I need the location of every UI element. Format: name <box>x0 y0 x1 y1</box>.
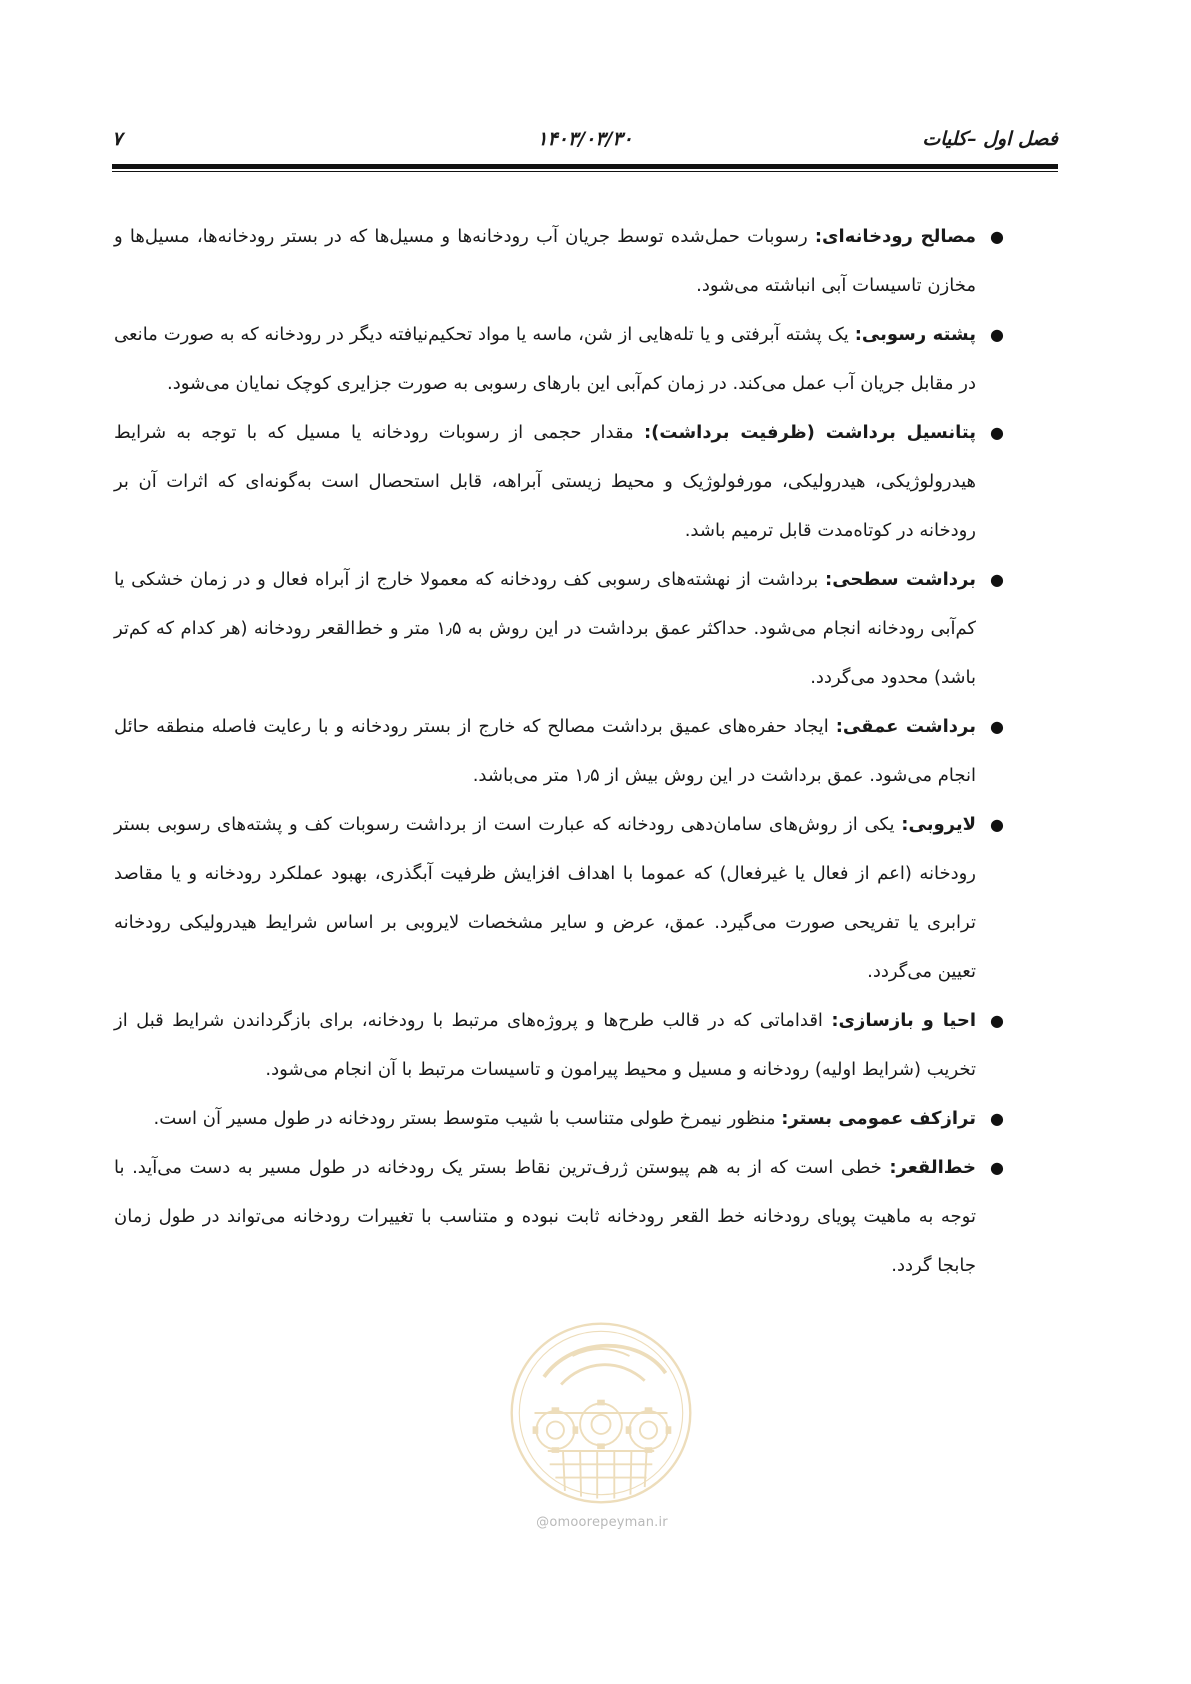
page-header <box>112 128 1058 156</box>
header-date: ۱۴۰۳/۰۳/۳۰ <box>537 128 633 150</box>
definition-text: ایجاد حفره‌های عمیق برداشت مصالح که خارج از بستر رودخانه و با رعایت فاصله منطقه حائل انجام می‌شود. عمق برداشت در این روش بیش از ۱٫۵ متر می‌باشد. <box>114 716 976 786</box>
watermark-url: @omoorepeyman.ir <box>536 1515 668 1530</box>
definition-text: اقداماتی که در قالب طرح‌ها و پروژه‌های مرتبط با رودخانه، برای بازگرداندن شرایط قبل از تخریب (شرایط اولیه) رودخانه و مسیل و محیط پیرامون و تاسیسات مرتبط با آن انجام می‌شود. <box>114 1010 976 1080</box>
definition-text: یکی از روش‌های سامان‌دهی رودخانه که عبارت است از برداشت رسوبات کف و پشته‌های رسوبی بستر رودخانه (اعم از فعال یا غیرفعال) که عموما با اهداف افزایش ظرفیت آبگذری، بهبود عملکرد رودخانه و یا مقاصد ترابری یا تفریحی صورت می‌گیرد. عمق، عرض و سایر مشخصات لایروبی بر اساس شرایط هیدرولیکی رودخانه تعیین می‌گردد. <box>114 814 976 982</box>
definition-term: لایروبی: <box>901 814 976 835</box>
chapter-title: فصل اول –کلیات <box>922 128 1058 150</box>
definition-item <box>114 996 1004 1094</box>
definition-item <box>114 1143 1004 1290</box>
bullet-icon: ● <box>990 1109 1004 1128</box>
bullet-icon: ● <box>990 570 1004 589</box>
header-divider-thin <box>112 171 1058 172</box>
definition-term: ترازکف عمومی بستر: <box>781 1108 976 1129</box>
definition-item <box>114 800 1004 996</box>
bullet-icon: ● <box>990 815 1004 834</box>
page-number: ۷ <box>112 128 123 150</box>
bullet-icon: ● <box>990 1011 1004 1030</box>
definition-text: منظور نیمرخ طولی متناسب با شیب متوسط بستر رودخانه در طول مسیر آن است. <box>153 1108 782 1129</box>
bullet-icon: ● <box>990 227 1004 246</box>
bullet-icon: ● <box>990 325 1004 344</box>
definition-item <box>114 702 1004 800</box>
bullet-icon: ● <box>990 1158 1004 1177</box>
definition-text: رسوبات حمل‌شده توسط جریان آب رودخانه‌ها و مسیل‌ها که در بستر رودخانه‌ها، مسیل‌ها و مخازن تاسیسات آبی انباشته می‌شود. <box>114 226 976 296</box>
definition-term: پشته رسوبی: <box>854 324 976 345</box>
definition-text: برداشت از نهشته‌های رسوبی کف رودخانه که معمولا خارج از آبراه فعال و در زمان خشکی یا کم‌آبی رودخانه انجام می‌شود. حداکثر عمق برداشت در این روش به ۱٫۵ متر و خط‌القعر رودخانه (هر کدام که کم‌تر باشد) محدود می‌گردد. <box>114 569 977 688</box>
definition-item <box>114 310 1004 408</box>
definition-item <box>114 408 1004 555</box>
definition-term: برداشت سطحی: <box>825 569 976 590</box>
omoorepeyman-seal-icon <box>506 1318 696 1508</box>
definition-term: خط‌القعر: <box>889 1157 976 1178</box>
definition-text: خطی است که از به هم پیوستن ژرف‌ترین نقاط بستر یک رودخانه در طول مسیر به دست می‌آید. با توجه به ماهیت پویای رودخانه خط القعر رودخانه ثابت نبوده و متناسب با تغییرات رودخانه می‌تواند در طول زمان جابجا گردد. <box>114 1157 976 1276</box>
definition-text: مقدار حجمی از رسوبات رودخانه یا مسیل که با توجه به شرایط هیدرولوژیکی، هیدرولیکی، مورفولوژیک و محیط زیستی آبراهه، قابل استحصال است به‌گونه‌ای که اثرات آن بر رودخانه در کوتاه‌مدت قابل ترمیم باشد. <box>114 422 976 541</box>
definition-term: برداشت عمقی: <box>835 716 976 737</box>
definition-term: مصالح رودخانه‌ای: <box>814 226 976 247</box>
definitions-list <box>114 212 1004 1290</box>
definition-item <box>114 212 1004 310</box>
definition-item <box>114 555 1004 702</box>
bullet-icon: ● <box>990 717 1004 736</box>
definition-term: پتانسیل برداشت (ظرفیت برداشت): <box>643 422 976 443</box>
definition-term: احیا و بازسازی: <box>831 1010 976 1031</box>
header-divider-thick <box>112 164 1058 169</box>
definition-item <box>114 1094 1004 1143</box>
bullet-icon: ● <box>990 423 1004 442</box>
definition-text: یک پشته آبرفتی و یا تله‌هایی از شن، ماسه یا مواد تحکیم‌نیافته دیگر در رودخانه که به صورت مانعی در مقابل جریان آب عمل می‌کند. در زمان کم‌آبی این بارهای رسوبی به صورت جزایری کوچک نمایان می‌شود. <box>114 324 976 394</box>
